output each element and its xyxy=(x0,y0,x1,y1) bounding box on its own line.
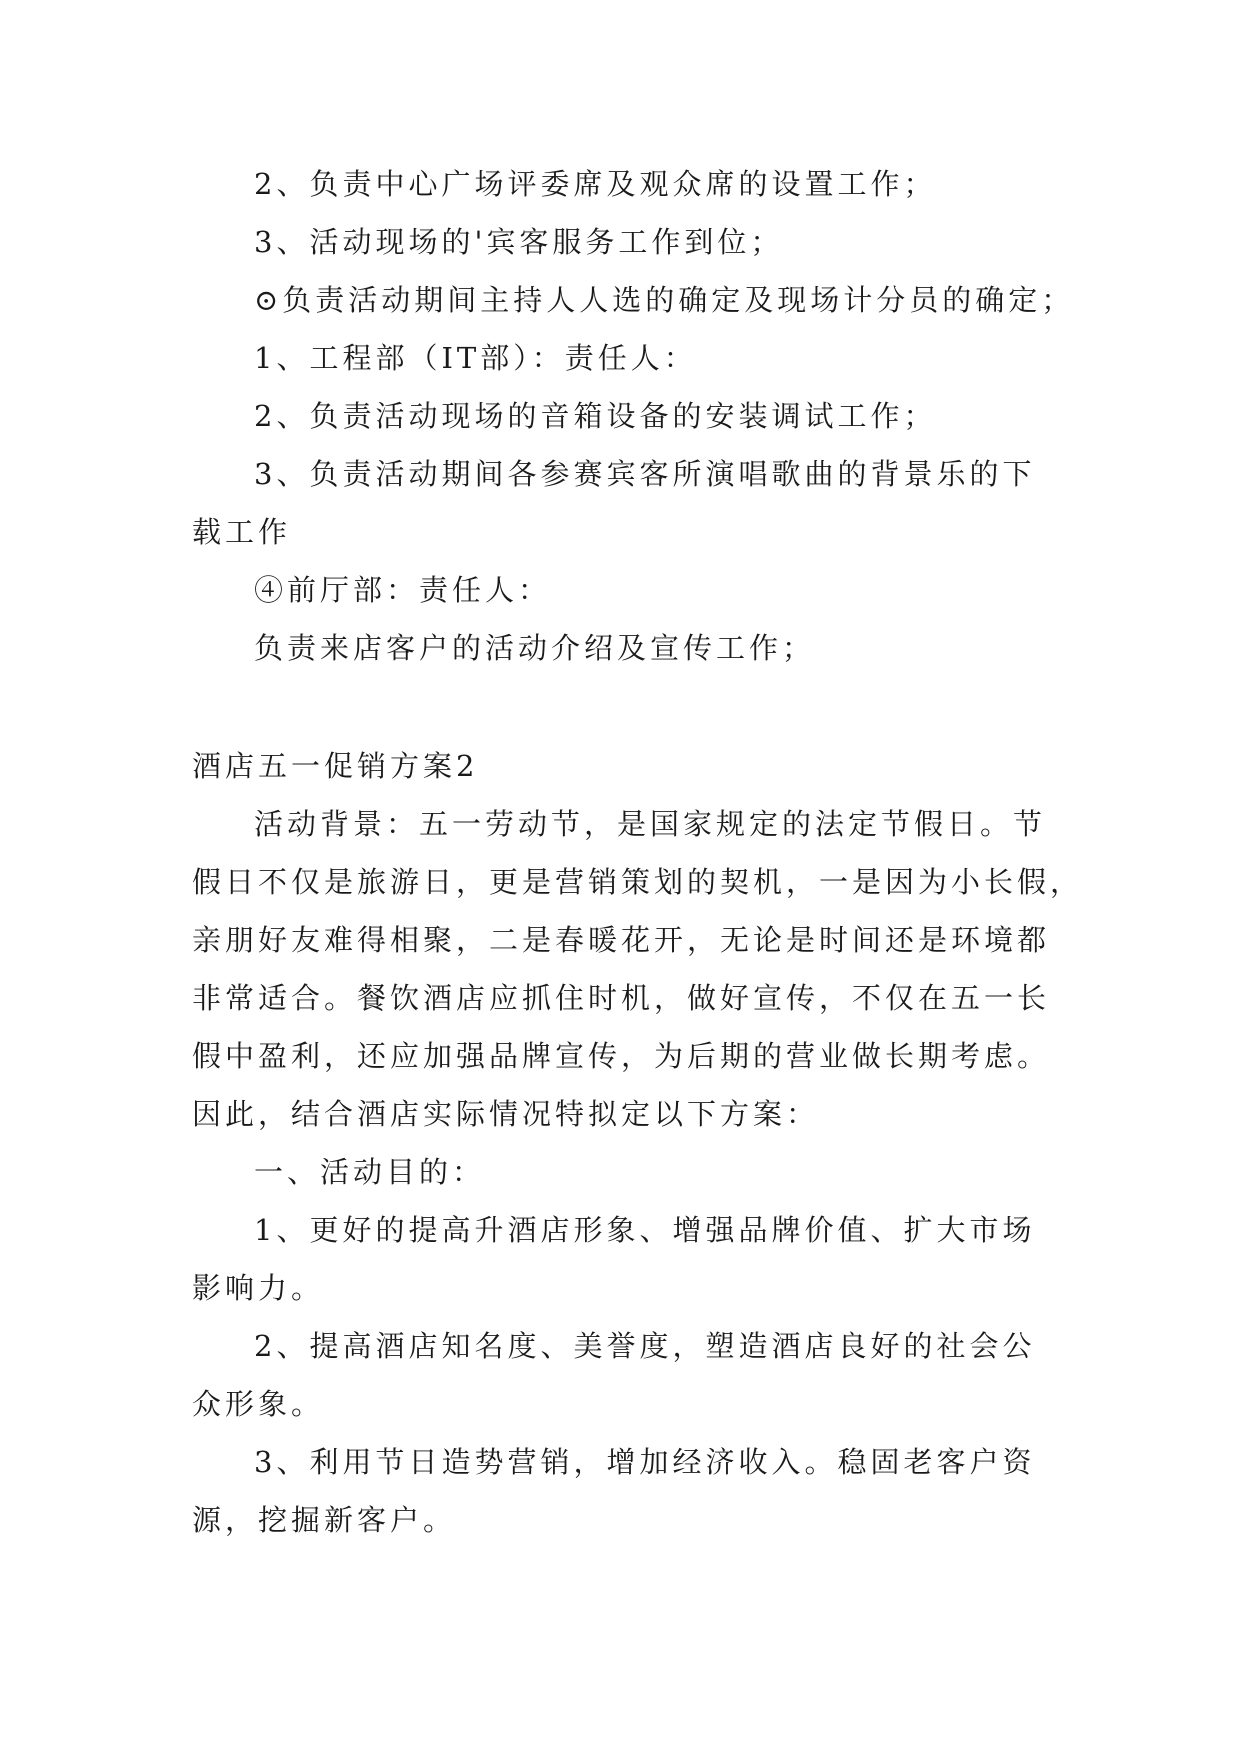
text-line: ⊙负责活动期间主持人人选的确定及现场计分员的确定； xyxy=(254,283,1075,317)
text-line: 活动背景：五一劳动节，是国家规定的法定节假日。节 xyxy=(254,807,1047,841)
text-line: ④前厅部：责任人： xyxy=(254,573,552,607)
text-line: 3、活动现场的'宾客服务工作到位； xyxy=(254,225,784,259)
text-line: 2、负责活动现场的音箱设备的安装调试工作； xyxy=(254,399,937,433)
text-line: 1、更好的提高升酒店形象、增强品牌价值、扩大市场 xyxy=(254,1213,1036,1247)
text-line: 众形象。 xyxy=(192,1387,325,1421)
text-line: 2、负责中心广场评委席及观众席的设置工作； xyxy=(254,167,937,201)
text-line: 因此，结合酒店实际情况特拟定以下方案： xyxy=(192,1097,820,1131)
text-line: 负责来店客户的活动介绍及宣传工作； xyxy=(254,631,816,665)
text-line: 3、利用节日造势营销，增加经济收入。稳固老客户资 xyxy=(254,1445,1036,1479)
section-title: 酒店五一促销方案2 xyxy=(192,749,479,783)
text-line: 非常适合。餐饮酒店应抓住时机，做好宣传，不仅在五一长 xyxy=(192,981,1051,1015)
text-line: 假中盈利，还应加强品牌宣传，为后期的营业做长期考虑。 xyxy=(192,1039,1051,1073)
text-line: 3、负责活动期间各参赛宾客所演唱歌曲的背景乐的下 xyxy=(254,457,1036,491)
text-line: 源，挖掘新客户。 xyxy=(192,1503,457,1537)
text-line: 假日不仅是旅游日，更是营销策划的契机，一是因为小长假， xyxy=(192,865,1084,899)
text-line: 载工作 xyxy=(192,515,292,549)
text-line: 2、提高酒店知名度、美誉度，塑造酒店良好的社会公 xyxy=(254,1329,1036,1363)
text-line: 1、工程部（IT部）：责任人： xyxy=(254,341,697,375)
text-line: 亲朋好友难得相聚，二是春暖花开，无论是时间还是环境都 xyxy=(192,923,1051,957)
text-line: 影响力。 xyxy=(192,1271,325,1305)
text-line: 一、活动目的： xyxy=(254,1155,486,1189)
